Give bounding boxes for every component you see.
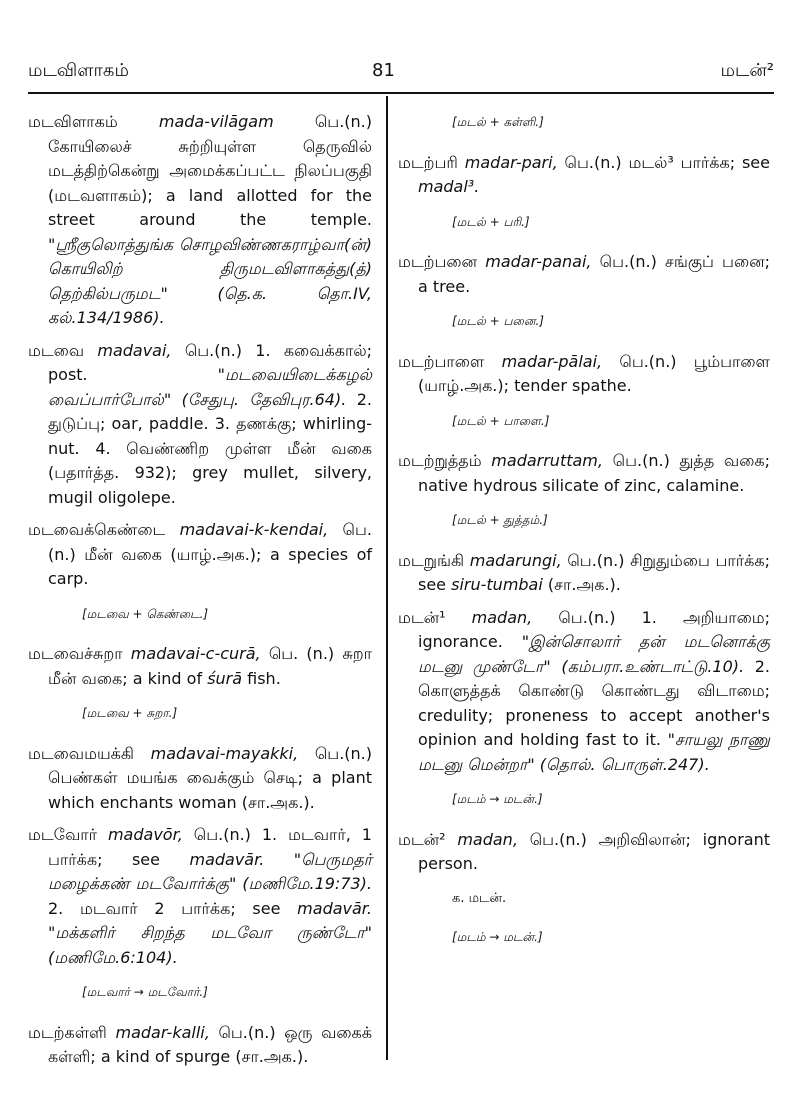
entry-madavai-k-kendai: மடவைக்கெண்டை madavai-k-kendai, பெ.(n.) மீன் வகை (யாழ்.அக.); a species of carp. — [28, 520, 372, 588]
entry-madar-panai: மடற்பனை madar-panai, பெ.(n.) சங்குப் பனை; a tree. — [398, 252, 771, 296]
cognate-note: க. மடன். — [452, 890, 507, 906]
etymology: [மடல் + கள்ளி.] — [452, 115, 544, 129]
entry-madavai-c-cura: மடவைச்சுறா madavai-c-curā, பெ. (n.) சுறா மீன் வகை; a kind of śurā fish. — [28, 644, 373, 688]
entry-madavai: மடவை madavai, பெ.(n.) 1. கவைக்கால்; post. "மடவையிடைக்கழல் வைப்பார்போல்" (சேதுபு. தேவிபுர.64). 2. துடுப்பு; oar, paddle. 3. தணக்கு; whirling-nut. 4. வெண்ணிற முள்ள மீன் வகை (பதார்த்த. 932); grey mullet, silvery, mugil oligolepe. — [28, 340, 373, 507]
entry-madavai-mayakki: மடவைமயக்கி madavai-mayakki, பெ.(n.) பெண்கள் மயங்க வைக்கும் செடி; a plant which enchants woman (சா.அக.). — [28, 743, 372, 812]
etymology: [மடம் → மடன்.] — [452, 930, 543, 944]
running-head-left: மடவிளாகம் — [28, 60, 129, 81]
etymology: [மடல் + பனை.] — [452, 314, 544, 328]
running-head-right: மடன்² — [720, 60, 774, 81]
page-header — [28, 44, 774, 94]
header-rule — [28, 92, 774, 94]
right-column — [398, 110, 770, 966]
entry-madar-pari: மடற்பரி madar-pari, பெ.(n.) மடல்³ பார்க்க; see madal³. — [398, 152, 770, 196]
entry-madan-2: மடன்² madan, பெ.(n.) அறிவிலான்; ignorant person. — [398, 829, 771, 873]
entry-madar-kalli: மடற்கள்ளி madar-kalli, பெ.(n.) ஒரு வகைக் கள்ளி; a kind of spurge (சா.அக.). — [28, 1022, 372, 1066]
entry-madan-1: மடன்¹ madan, பெ.(n.) 1. அறியாமை; ignorance. "இன்சொலார் தன் மடனொக்கு மடனு முண்டோ" (கம்பரா.உண்டாட்டு.10). 2. கொளுத்தக் கொண்டு கொண்டது விடாமை; credulity; proneness to accept another's opinion and holding fast to it. "சாயலு நாணு மடனு மென்றா" (தொல். பொருள்.247). — [398, 607, 771, 774]
left-column — [28, 110, 372, 1078]
etymology: [மடம் → மடன்.] — [452, 792, 543, 806]
etymology: [மடவை + சுறா.] — [82, 706, 178, 720]
entry-madavor: மடவோர் madavōr, பெ.(n.) 1. மடவார், 1 பார்க்க; see madavār. "பெருமதர் மழைக்கண் மடவோர்க்கு" (மணிமே.19:73). 2. மடவார் 2 பார்க்க; see madavār. "மக்களிர் சிறந்த மடவோ ருண்டோ" (மணிமே.6:104). — [28, 825, 372, 967]
etymology: [மடல் + பரி.] — [452, 214, 530, 229]
etymology: [மடவை + கெண்டை.] — [82, 606, 209, 621]
entry-madar-palai: மடற்பாளை madar-pālai, பெ.(n.) பூம்பாளை (யாழ்.அக.); tender spathe. — [398, 351, 770, 395]
entry-madavilagam: மடவிளாகம் mada-vilāgam பெ.(n.) கோயிலைச் சுற்றியுள்ள தெருவில் மடத்திற்கென்று அமைக்கப்பட்ட நிலப்பகுதி (மடவளாகம்); a land allotted for the street around the temple. "ஸ்ரீகுலொத்துங்க சொழவிண்ணகராழ்வா(ன்) கொயிலிற் திருமடவிளாகத்து(த்) தெற்கில்பருமட" (தெ.க. தொ.IV, கல்.134/1986). — [28, 112, 372, 327]
etymology: [மடல் + துத்தம்.] — [452, 513, 548, 527]
etymology: [மடல் + பாளை.] — [452, 413, 550, 428]
entry-madarungi: மடறுங்கி madarungi, பெ.(n.) சிறுதும்பை பார்க்க; see siru-tumbai (சா.அக.). — [398, 550, 770, 594]
etymology: [மடவார் → மடவோர்.] — [82, 985, 208, 999]
page-number: 81 — [372, 60, 395, 81]
entry-madarruttam: மடற்றுத்தம் madarruttam, பெ.(n.) துத்த வகை; native hydrous silicate of zinc, calamine. — [398, 451, 771, 495]
column-divider — [386, 96, 388, 1060]
